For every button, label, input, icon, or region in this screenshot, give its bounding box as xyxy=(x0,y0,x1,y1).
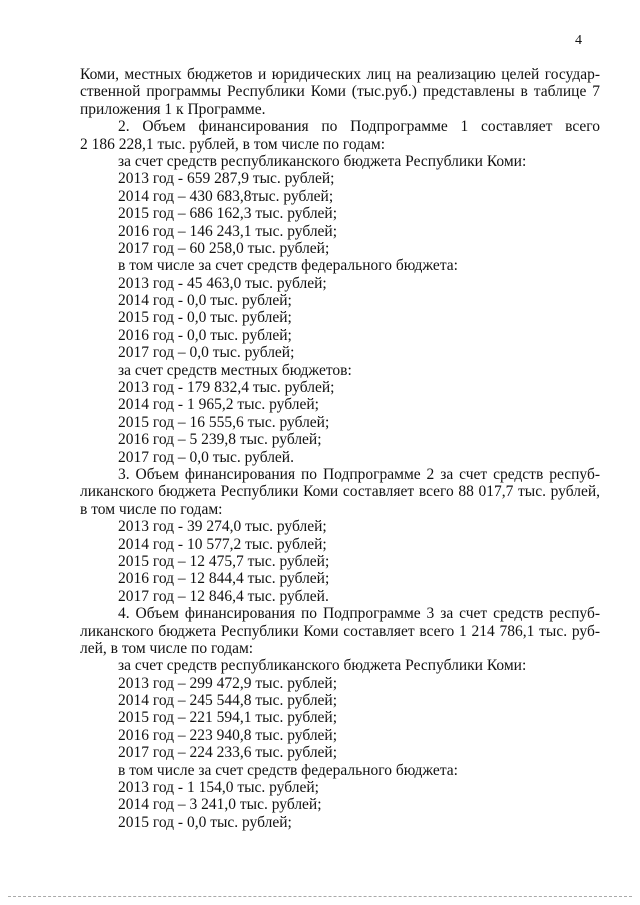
text-line: 2 186 228,1 тыс. рублей, в том числе по годам: xyxy=(80,135,386,153)
text-line: 2015 год – 16 555,6 тыс. рублей; xyxy=(118,413,330,431)
text-line: 2015 год – 221 594,1 тыс. рублей; xyxy=(118,709,338,727)
text-line: 2. Объем финансирования по Подпрограмме 1 составляет всего xyxy=(118,118,600,136)
text-line: за счет средств республиканского бюджета Республики Коми: xyxy=(118,152,527,170)
text-line: 4. Объем финансирования по Подпрограмме 3 за счет средств респуб- xyxy=(118,605,600,623)
text-line: лей, в том числе по годам: xyxy=(80,639,254,657)
text-line: приложения 1 к Программе. xyxy=(80,100,266,118)
scan-edge-divider xyxy=(8,896,632,898)
text-line: 2013 год - 659 287,9 тыс. рублей; xyxy=(118,170,335,188)
text-line: 2016 год – 12 844,4 тыс. рублей; xyxy=(118,570,330,588)
text-line: 2014 год - 10 577,2 тыс. рублей; xyxy=(118,535,327,553)
text-line: 2016 год – 223 940,8 тыс. рублей; xyxy=(118,726,338,744)
text-line: Коми, местных бюджетов и юридических лиц на реализацию целей государ- xyxy=(80,66,600,83)
text-line: 2017 год – 0,0 тыс. рублей. xyxy=(118,448,294,466)
text-line: 2017 год – 0,0 тыс. рублей; xyxy=(118,344,295,362)
text-line: 2017 год – 12 846,4 тыс. рублей. xyxy=(118,587,329,605)
text-line: 2013 год - 45 463,0 тыс. рублей; xyxy=(118,274,327,292)
text-line: 2013 год – 299 472,9 тыс. рублей; xyxy=(118,674,338,692)
text-line: за счет средств местных бюджетов: xyxy=(118,361,352,379)
text-line: ликанского бюджета Республики Коми составляет всего 1 214 786,1 тыс. руб- xyxy=(80,622,600,640)
text-line: 2014 год – 3 241,0 тыс. рублей; xyxy=(118,796,322,814)
document-body xyxy=(80,66,600,831)
text-line: 2016 год - 0,0 тыс. рублей; xyxy=(118,326,292,344)
text-line: ликанского бюджета Республики Коми составляет всего 88 017,7 тыс. рублей, xyxy=(80,483,600,501)
text-line: 3. Объем финансирования по Подпрограмме 2 за счет средств респуб- xyxy=(118,465,600,483)
text-line: 2014 год - 1 965,2 тыс. рублей; xyxy=(118,396,319,414)
text-line: 2016 год – 146 243,1 тыс. рублей; xyxy=(118,222,338,240)
text-line: 2016 год – 5 239,8 тыс. рублей; xyxy=(118,431,322,449)
text-line: в том числе по годам: xyxy=(80,500,223,518)
text-line: ственной программы Республики Коми (тыс.руб.) представлены в таблице 7 xyxy=(80,83,600,101)
text-line: в том числе за счет средств федерального бюджета: xyxy=(118,761,458,779)
text-line: 2013 год - 179 832,4 тыс. рублей; xyxy=(118,379,335,397)
text-line: 2014 год - 0,0 тыс. рублей; xyxy=(118,292,292,310)
text-line: за счет средств республиканского бюджета Республики Коми: xyxy=(118,657,527,675)
text-line: 2017 год – 224 233,6 тыс. рублей; xyxy=(118,744,338,762)
page-number: 4 xyxy=(575,33,582,48)
text-line: 2013 год - 39 274,0 тыс. рублей; xyxy=(118,518,327,536)
text-line: 2015 год - 0,0 тыс. рублей; xyxy=(118,813,292,831)
text-line: 2015 год – 686 162,3 тыс. рублей; xyxy=(118,205,338,223)
text-line: 2017 год – 60 258,0 тыс. рублей; xyxy=(118,239,330,257)
text-line: 2013 год - 1 154,0 тыс. рублей; xyxy=(118,779,319,797)
text-line: 2014 год – 245 544,8 тыс. рублей; xyxy=(118,692,338,710)
text-line: 2015 год – 12 475,7 тыс. рублей; xyxy=(118,552,330,570)
text-line: в том числе за счет средств федерального бюджета: xyxy=(118,257,458,275)
text-line: 2014 год – 430 683,8тыс. рублей; xyxy=(118,187,334,205)
text-line: 2015 год - 0,0 тыс. рублей; xyxy=(118,309,292,327)
